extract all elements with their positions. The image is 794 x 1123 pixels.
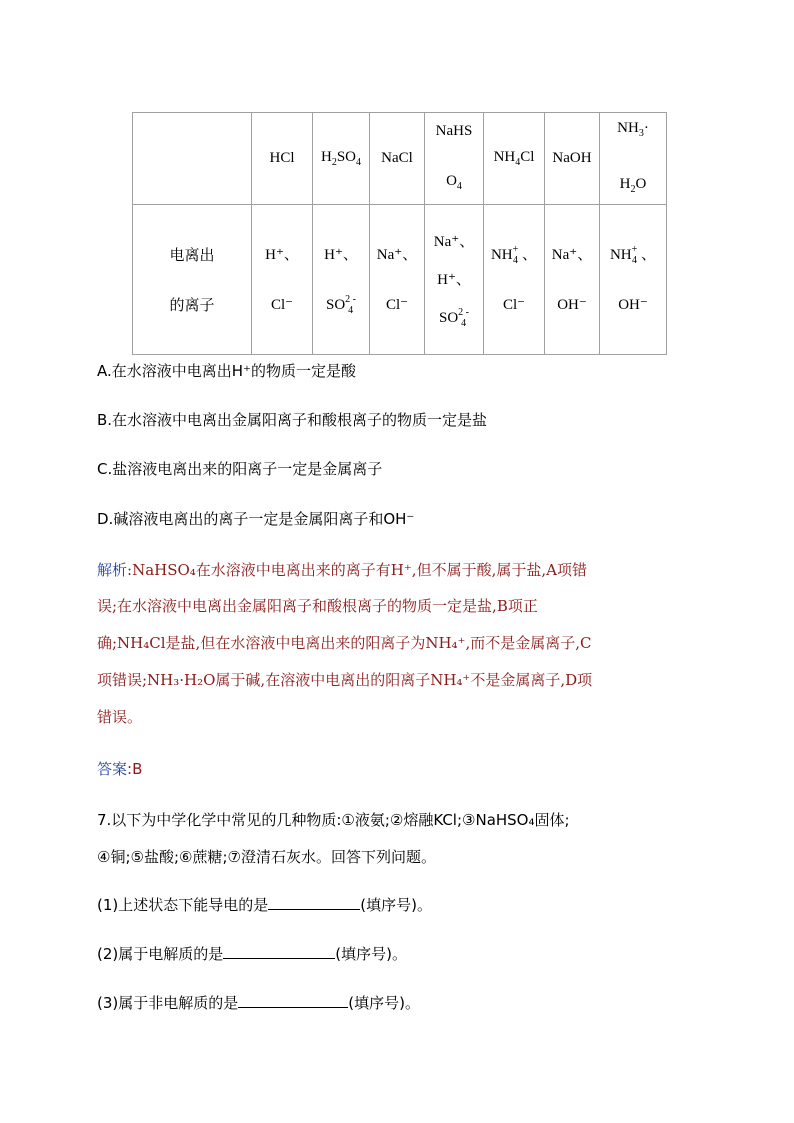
ions-nh4cl: NH + 4 、 Cl⁻ xyxy=(484,205,545,355)
header-nh3h2o: $NH_3\cdot$ $H_2O$ xyxy=(600,113,667,205)
question7-line-2: ④铜;⑤盐酸;⑥蔗糖;⑦澄清石灰水。回答下列问题。 xyxy=(97,848,436,866)
solution-label: 解析 xyxy=(97,561,128,579)
answer-blank-2[interactable] xyxy=(223,944,335,959)
question7-part-1: (1)上述状态下能导电的是 (填序号)。 xyxy=(97,896,432,914)
ions-hcl: H⁺、 Cl⁻ xyxy=(252,205,313,355)
question7-part-2: (2)属于电解质的是 (填序号)。 xyxy=(97,945,407,963)
option-d: D.碱溶液电离出的离子一定是金属阳离子和OH⁻ xyxy=(97,510,415,528)
header-hcl: HCl xyxy=(252,113,313,205)
header-naoh: NaOH xyxy=(545,113,600,205)
header-nahso4: NaHS $O_4$ xyxy=(425,113,484,205)
solution-line-5: 错误。 xyxy=(97,708,143,726)
solution-line-2: 误;在水溶液中电离出金属阳离子和酸根离子的物质一定是盐,B项正 xyxy=(97,597,538,615)
option-c: C.盐溶液电离出来的阳离子一定是金属离子 xyxy=(97,460,383,478)
ions-nahso4: Na⁺、 H⁺、 SO 2 - 4 xyxy=(425,205,484,355)
option-a: A.在水溶液中电离出H⁺的物质一定是酸 xyxy=(97,362,356,380)
table-header-row xyxy=(133,113,667,205)
header-nh4cl: $NH_4Cl$ xyxy=(484,113,545,205)
answer-blank-3[interactable] xyxy=(238,993,348,1008)
solution-line-1: 解析:NaHSO₄在水溶液中电离出来的离子有H⁺,但不属于酸,属于盐,A项错 xyxy=(97,561,587,579)
table-ion-row xyxy=(133,205,667,355)
ions-h2so4: H⁺、 SO 2 - 4 xyxy=(313,205,370,355)
ions-nh3h2o: NH + 4 、 OH⁻ xyxy=(600,205,667,355)
header-nacl: NaCl xyxy=(370,113,425,205)
answer-label: 答案 xyxy=(97,760,128,778)
option-b: B.在水溶液中电离出金属阳离子和酸根离子的物质一定是盐 xyxy=(97,411,488,429)
answer-value: :B xyxy=(127,760,143,778)
solution-line-4: 项错误;NH₃·H₂O属于碱,在溶液中电离出的阳离子NH₄⁺不是金属离子,D项 xyxy=(97,671,593,689)
question7-part-3: (3)属于非电解质的是 (填序号)。 xyxy=(97,994,420,1012)
table-corner-cell xyxy=(133,113,252,205)
answer-blank-1[interactable] xyxy=(268,895,360,910)
question7-line-1: 7.以下为中学化学中常见的几种物质:①液氨;②熔融KCl;③NaHSO₄固体; xyxy=(97,811,570,829)
ionization-table xyxy=(132,112,667,355)
answer-line xyxy=(97,758,142,779)
row-label-cell: 电离出 的离子 xyxy=(133,205,252,355)
header-h2so4: $H_2SO_4$ xyxy=(313,113,370,205)
ions-naoh: Na⁺、 OH⁻ xyxy=(545,205,600,355)
ions-nacl: Na⁺、 Cl⁻ xyxy=(370,205,425,355)
solution-line-3: 确;NH₄Cl是盐,但在水溶液中电离出来的阳离子为NH₄⁺,而不是金属离子,C xyxy=(97,634,592,652)
